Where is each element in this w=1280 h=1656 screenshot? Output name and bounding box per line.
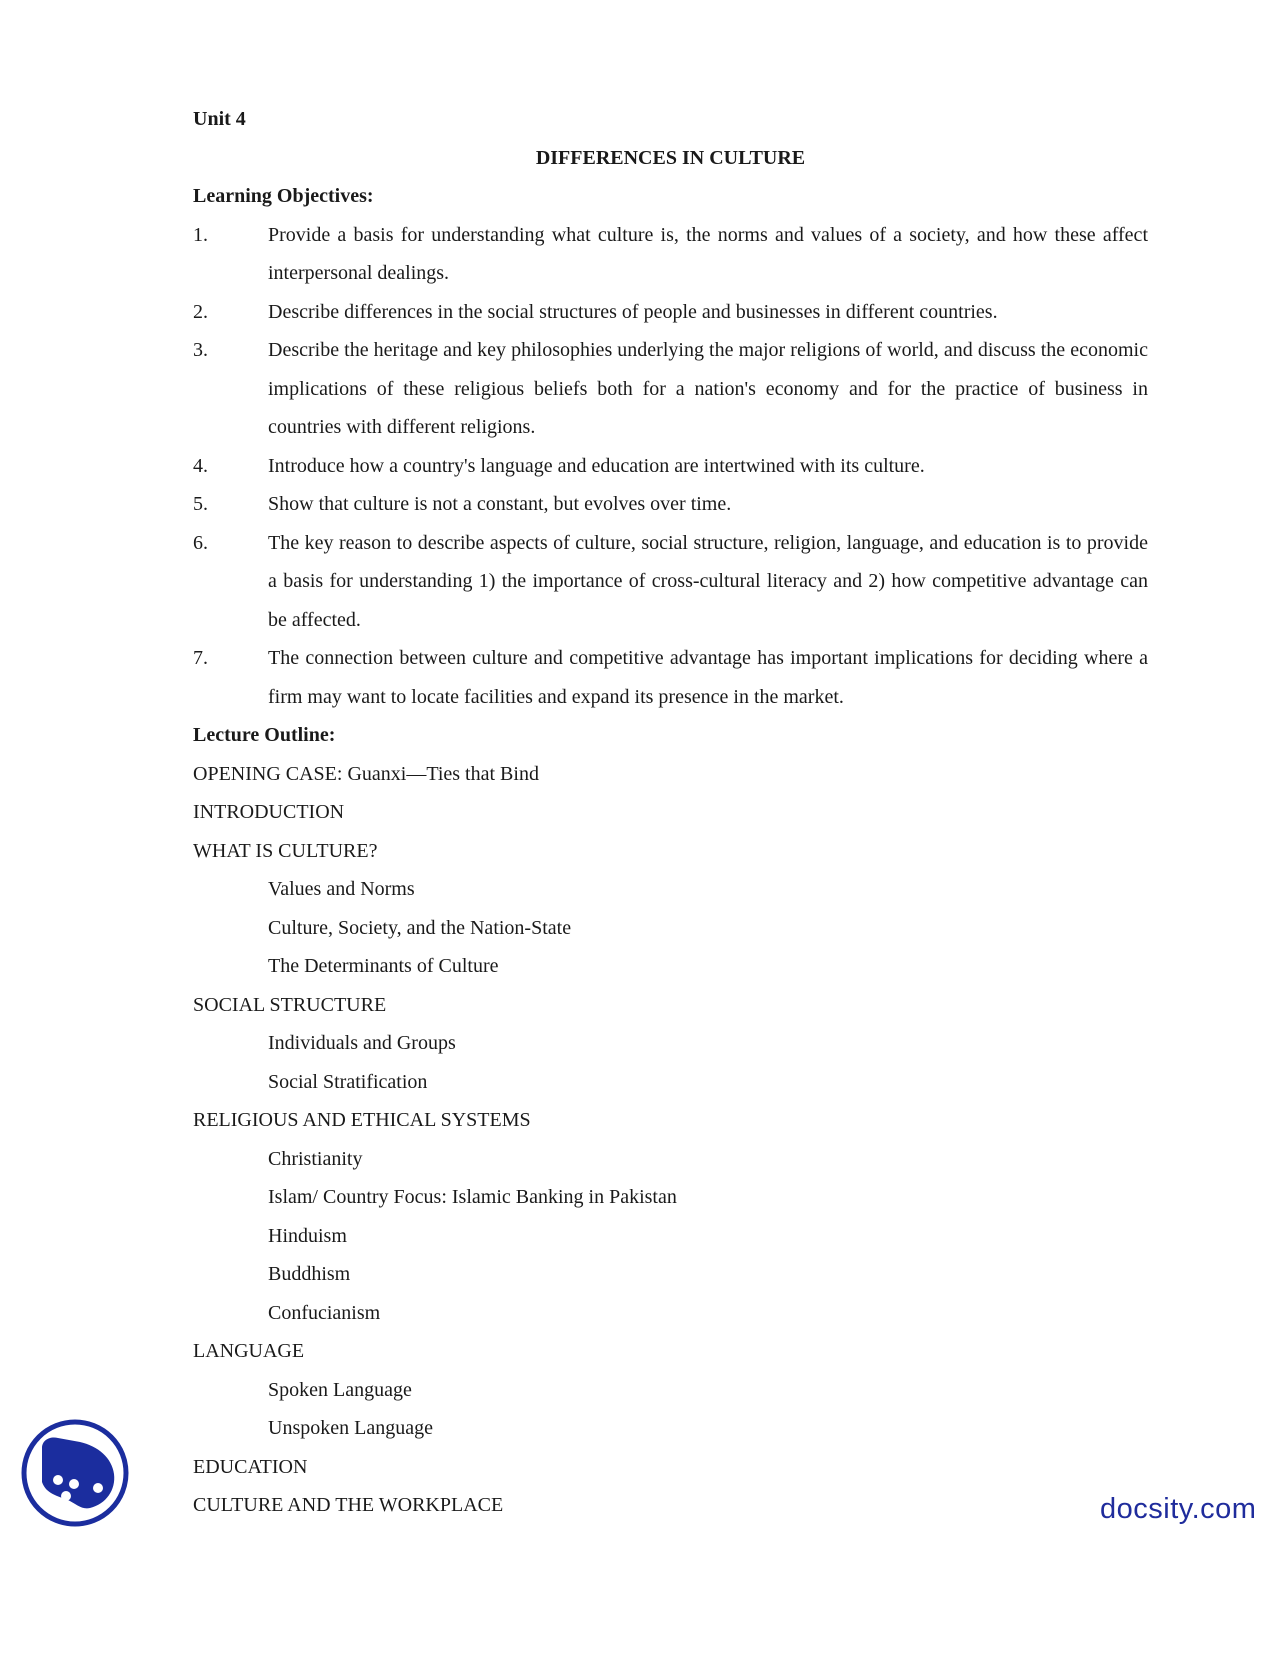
objective-item [193, 639, 1148, 716]
docsity-watermark-text[interactable]: docsity.com [1100, 1493, 1257, 1525]
outline-subitem: Hinduism [268, 1224, 347, 1247]
objective-text: Describe differences in the social structures of people and businesses in different countries. [268, 300, 998, 323]
outline-item: EDUCATION [193, 1455, 308, 1478]
outline-item: RELIGIOUS AND ETHICAL SYSTEMS [193, 1109, 531, 1131]
outline-heading: Lecture Outline: [193, 724, 336, 746]
objective-item [193, 485, 1148, 524]
objective-number: 7. [193, 647, 208, 669]
outline-item: INTRODUCTION [193, 801, 345, 823]
objectives-list [193, 216, 1148, 717]
outline-item: OPENING CASE: Guanxi—Ties that Bind [193, 762, 539, 785]
objective-text: Introduce how a country's language and education are intertwined with its culture. [268, 454, 925, 477]
objective-item [193, 447, 1148, 486]
outline-subitem: Confucianism [268, 1301, 381, 1324]
document-title: DIFFERENCES IN CULTURE [535, 146, 806, 169]
outline-item: WHAT IS CULTURE? [193, 839, 378, 862]
document-content [193, 100, 1148, 1525]
objective-number: 4. [193, 454, 208, 477]
outline-subitem: Individuals and Groups [268, 1032, 456, 1054]
objective-number: 6. [193, 531, 208, 554]
outline-subitem: Buddhism [268, 1263, 351, 1285]
outline-item: SOCIAL STRUCTURE [193, 993, 387, 1016]
objective-item [193, 293, 1148, 332]
objective-text: Show that culture is not a constant, but evolves over time. [268, 493, 732, 515]
outline-list [193, 755, 1148, 1525]
objective-number: 1. [193, 223, 208, 246]
outline-subitem: Unspoken Language [268, 1417, 433, 1439]
outline-item: LANGUAGE [193, 1340, 305, 1362]
objective-item [193, 216, 1148, 293]
objective-number: 3. [193, 339, 208, 361]
objective-item [193, 331, 1148, 447]
objective-text: The key reason to describe aspects of culture, social structure, religion, language, and education is to provide a basis for understanding 1) the importance of cross-cultural literacy and 2) how competitive advantage can be affected. [268, 531, 1148, 631]
objective-number: 2. [193, 300, 208, 323]
unit-label: Unit 4 [193, 108, 246, 130]
outline-subitem: Culture, Society, and the Nation-State [268, 916, 572, 939]
objective-number: 5. [193, 493, 208, 515]
outline-item: CULTURE AND THE WORKPLACE [193, 1494, 504, 1516]
objective-text: Describe the heritage and key philosophies underlying the major religions of world, and discuss the economic implications of these religious beliefs both for a nation's economy and for the practice of business in countries with different religions. [268, 339, 1148, 438]
objective-item [193, 524, 1148, 640]
outline-subitem: Islam/ Country Focus: Islamic Banking in Pakistan [268, 1186, 677, 1208]
outline-subitem: Spoken Language [268, 1378, 412, 1401]
outline-subitem: Social Stratification [268, 1070, 428, 1093]
outline-subitem: The Determinants of Culture [268, 955, 499, 977]
docsity-logo-icon [20, 1418, 130, 1528]
objectives-heading: Learning Objectives: [193, 185, 374, 207]
outline-subitem: Values and Norms [268, 878, 415, 900]
objective-text: The connection between culture and competitive advantage has important implications for deciding where a firm may want to locate facilities and expand its presence in the market. [268, 647, 1148, 708]
outline-subitem: Christianity [268, 1147, 363, 1170]
objective-text: Provide a basis for understanding what culture is, the norms and values of a society, and how these affect interpersonal dealings. [268, 223, 1148, 284]
